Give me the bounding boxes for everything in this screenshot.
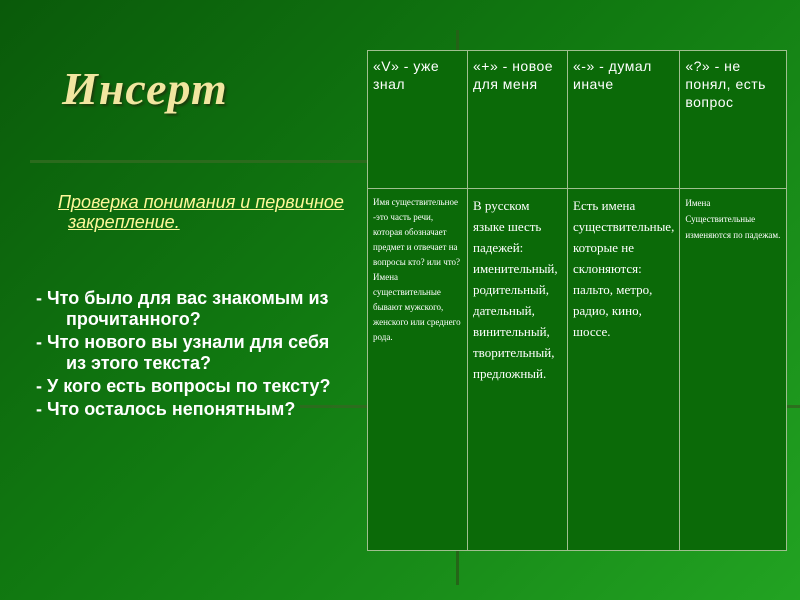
header-cell-thought-otherwise: «-» - думал иначе: [568, 51, 680, 189]
insert-table: [367, 50, 787, 551]
table-row: [368, 189, 787, 551]
slide-title: Инсерт: [62, 63, 228, 114]
table-header-row: [368, 51, 787, 189]
header-cell-known: «V» - уже знал: [368, 51, 468, 189]
cell-new: В русском языке шесть падежей: именительный, родительный, дательный, винительный, творительный, предложный.: [468, 189, 568, 551]
question-list: [36, 288, 336, 422]
question-item: - Что осталось непонятным?: [36, 399, 296, 419]
cell-known: Имя существительное -это часть речи, которая обозначает предмет и отвечает на вопросы кто? или что? Имена существительные бывают мужского, женского или среднего рода.: [368, 189, 468, 551]
subtitle: Проверка понимания и первичное закрепление.: [58, 192, 344, 232]
header-cell-question: «?» - не понял, есть вопрос: [680, 51, 787, 189]
question-item: - Что было для вас знакомым из прочитанного?: [36, 288, 329, 329]
question-item: - Что нового вы узнали для себя из этого текста?: [36, 332, 330, 373]
cell-thought-otherwise: Есть имена существительные, которые не склоняются: пальто, метро, радио, кино, шоссе.: [568, 189, 680, 551]
cell-question: Имена Существительные изменяются по падежам.: [680, 189, 787, 551]
header-cell-new: «+» - новое для меня: [468, 51, 568, 189]
question-item: - У кого есть вопросы по тексту?: [36, 376, 331, 396]
